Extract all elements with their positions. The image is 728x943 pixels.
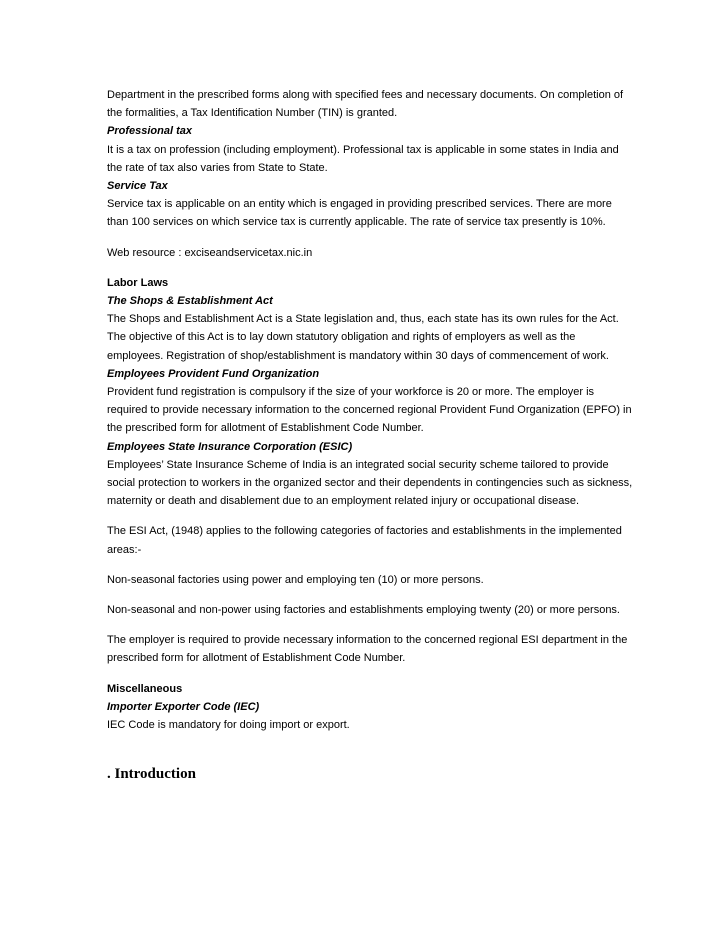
miscellaneous-section xyxy=(107,680,627,735)
section-heading: Professional tax xyxy=(107,125,192,138)
text-line: the formalities, a Tax Identification Number (TIN) is granted. xyxy=(107,107,398,120)
document-page xyxy=(107,86,633,734)
text-line: social protection to workers in the organized sector and their dependents in contingencies such as sickness, xyxy=(107,477,633,490)
text-line: maternity or death and disablement due to an employment related injury or occupational disease. xyxy=(107,495,580,508)
esi-category-item: Non-seasonal factories using power and employing ten (10) or more persons. xyxy=(107,573,484,586)
text-line: The objective of this Act is to lay down statutory obligation and rights of employers as well as the xyxy=(107,331,576,344)
text-line: The employer is required to provide necessary information to the concerned regional ESI department in the xyxy=(107,634,628,647)
introduction-heading: . Introduction xyxy=(107,766,196,782)
text-line: The ESI Act, (1948) applies to the following categories of factories and establishments in the implemented xyxy=(107,525,622,538)
text-line: Employees’ State Insurance Scheme of India is an integrated social security scheme tailored to provide xyxy=(107,458,609,471)
text-line: employees. Registration of shop/establishment is mandatory within 30 days of commencement of work. xyxy=(107,349,609,362)
labor-laws-heading: Labor Laws xyxy=(107,276,169,289)
text-line: areas:- xyxy=(107,543,142,556)
iec-heading: Importer Exporter Code (IEC) xyxy=(107,700,260,713)
web-resource-text: Web resource : exciseandservicetax.nic.in xyxy=(107,246,313,259)
text-line: prescribed form for allotment of Establishment Code Number. xyxy=(107,652,406,665)
text-line: than 100 services on which service tax is currently applicable. The rate of service tax presently is 10%. xyxy=(107,216,606,229)
employer-paragraph xyxy=(107,631,627,667)
text-line: the rate of tax also varies from State to State. xyxy=(107,161,328,174)
esi-category-item: Non-seasonal and non-power using factories and establishments employing twenty (20) or more persons. xyxy=(107,604,620,617)
text-line: It is a tax on profession (including employment). Professional tax is applicable in some states in India and xyxy=(107,143,619,156)
section-heading: Service Tax xyxy=(107,180,168,193)
text-line: required to provide necessary information to the concerned regional Provident Fund Organization (EPFO) in xyxy=(107,404,632,417)
esic-heading: Employees State Insurance Corporation (ESIC) xyxy=(107,440,353,453)
miscellaneous-heading: Miscellaneous xyxy=(107,682,183,695)
intro-paragraph xyxy=(107,86,627,122)
text-line: IEC Code is mandatory for doing import or export. xyxy=(107,719,350,732)
text-line: The Shops and Establishment Act is a State legislation and, thus, each state has its own rules for the Act. xyxy=(107,313,619,326)
esi-act-paragraph xyxy=(107,522,627,558)
service-tax-section xyxy=(107,177,627,232)
shops-act-heading: The Shops & Establishment Act xyxy=(107,295,273,308)
text-line: Provident fund registration is compulsory if the size of your workforce is 20 or more. The employer is xyxy=(107,386,595,399)
professional-tax-section xyxy=(107,122,627,177)
text-line: the prescribed form for allotment of Establishment Code Number. xyxy=(107,422,424,435)
labor-laws-section xyxy=(107,274,633,511)
text-line: Service tax is applicable on an entity which is engaged in providing prescribed services. There are more xyxy=(107,198,612,211)
epfo-heading: Employees Provident Fund Organization xyxy=(107,367,320,380)
text-line: Department in the prescribed forms along with specified fees and necessary documents. On completion of xyxy=(107,89,624,101)
